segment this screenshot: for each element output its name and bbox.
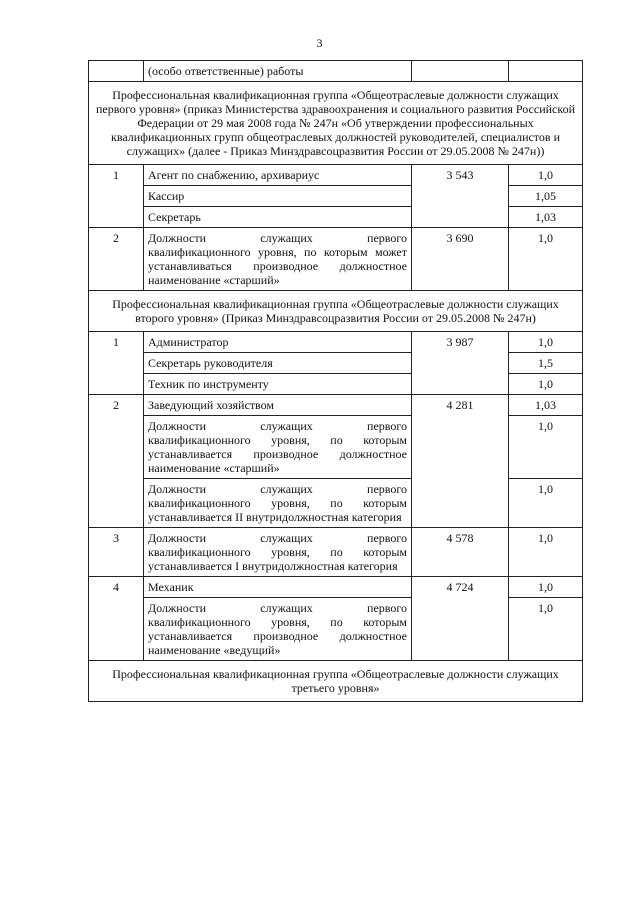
- table-body: [89, 61, 583, 702]
- coefficient: 1,0: [509, 598, 583, 661]
- table-row: [89, 479, 583, 528]
- coefficient: 1,0: [509, 228, 583, 291]
- table-row: [89, 416, 583, 479]
- base-salary: 3 987: [412, 332, 509, 395]
- base-salary: 4 281: [412, 395, 509, 528]
- base-salary: 4 724: [412, 577, 509, 661]
- position-name: Должности служащих первого квалификационного уровня, по которым может устанавливаться производное должностное наименование «старший»: [144, 228, 412, 291]
- group-title: Профессиональная квалификационная группа «Общеотраслевые должности служащих первого уровня» (приказ Министерства здравоохранения и социального развития Российской Федерации от 29 мая 2008 года № 247н «Об утверждении профессиональных квалификационных групп общеотраслевых должностей руководителей, специалистов и служащих» (далее - Приказ Минздравсоцразвития России от 29.05.2008 № 247н)): [89, 82, 583, 165]
- level-number: 4: [89, 577, 144, 661]
- table-row: [89, 353, 583, 374]
- coefficient: 1,5: [509, 353, 583, 374]
- position-name: Должности служащих первого квалификационного уровня, по которым устанавливается производное должностное наименование «ведущий»: [144, 598, 412, 661]
- level-number: 3: [89, 528, 144, 577]
- coefficient: 1,0: [509, 577, 583, 598]
- table-row: [89, 186, 583, 207]
- group-header-row: [89, 82, 583, 165]
- coefficient: 1,0: [509, 374, 583, 395]
- coefficient: 1,0: [509, 479, 583, 528]
- coefficient: 1,0: [509, 332, 583, 353]
- coefficient: 1,0: [509, 528, 583, 577]
- position-name: Администратор: [144, 332, 412, 353]
- coefficient: 1,03: [509, 395, 583, 416]
- group-title: Профессиональная квалификационная группа «Общеотраслевые должности служащих третьего уровня»: [89, 661, 583, 702]
- level-number: 2: [89, 395, 144, 528]
- coefficient: 1,05: [509, 186, 583, 207]
- table-row: [89, 528, 583, 577]
- qualification-table: [88, 60, 583, 702]
- group-header-row: [89, 291, 583, 332]
- position-name: Агент по снабжению, архивариус: [144, 165, 412, 186]
- position-name: (особо ответственные) работы: [144, 61, 412, 82]
- coefficient: 1,0: [509, 416, 583, 479]
- base-salary: 3 690: [412, 228, 509, 291]
- position-name: Секретарь: [144, 207, 412, 228]
- position-name: Техник по инструменту: [144, 374, 412, 395]
- table-row: [89, 228, 583, 291]
- table-row: [89, 374, 583, 395]
- level-number: 2: [89, 228, 144, 291]
- empty-cell: [509, 61, 583, 82]
- base-salary: 4 578: [412, 528, 509, 577]
- base-salary: 3 543: [412, 165, 509, 228]
- table-row: [89, 332, 583, 353]
- position-name: Должности служащих первого квалификационного уровня, по которым устанавливается II внутридолжностная категория: [144, 479, 412, 528]
- position-name: Секретарь руководителя: [144, 353, 412, 374]
- position-name: Кассир: [144, 186, 412, 207]
- position-name: Должности служащих первого квалификационного уровня, по которым устанавливается I внутридолжностная категория: [144, 528, 412, 577]
- level-number: 1: [89, 165, 144, 228]
- coefficient: 1,03: [509, 207, 583, 228]
- group-header-row: [89, 661, 583, 702]
- empty-cell: [412, 61, 509, 82]
- position-name: Механик: [144, 577, 412, 598]
- level-number: 1: [89, 332, 144, 395]
- position-name: Заведующий хозяйством: [144, 395, 412, 416]
- table-row: [89, 165, 583, 186]
- table-row: [89, 61, 583, 82]
- position-name: Должности служащих первого квалификационного уровня, по которым устанавливается производное должностное наименование «старший»: [144, 416, 412, 479]
- group-title: Профессиональная квалификационная группа «Общеотраслевые должности служащих второго уровня» (Приказ Минздравсоцразвития России от 29.05.2008 № 247н): [89, 291, 583, 332]
- coefficient: 1,0: [509, 165, 583, 186]
- page-number: 3: [316, 36, 323, 50]
- table-row: [89, 577, 583, 598]
- table-row: [89, 207, 583, 228]
- empty-cell: [89, 61, 144, 82]
- table-row: [89, 395, 583, 416]
- table-row: [89, 598, 583, 661]
